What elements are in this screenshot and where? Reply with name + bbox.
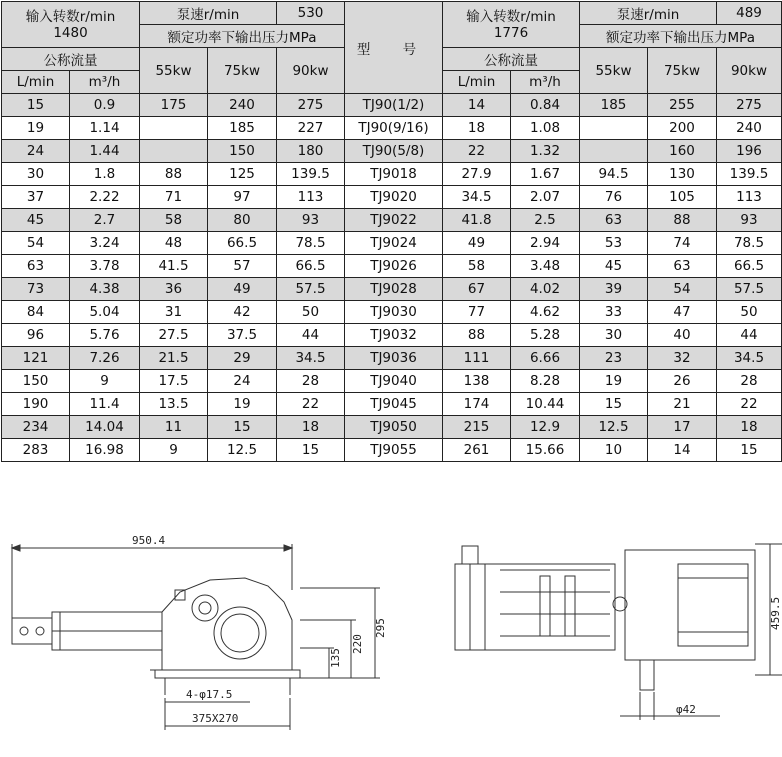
power-col-75-left: 75kw (208, 48, 277, 94)
pressure-55kw-right: 19 (580, 370, 648, 393)
pressure-90kw-left: 22 (277, 393, 345, 416)
flow-lmin-right: 261 (443, 439, 511, 462)
flow-lmin-left: 234 (2, 416, 70, 439)
flow-lmin-right: 41.8 (443, 209, 511, 232)
input-speed-value-left: 1480 (53, 24, 88, 41)
power-col-55-left: 55kw (140, 48, 208, 94)
pressure-75kw-right: 47 (648, 301, 717, 324)
pressure-90kw-right: 57.5 (717, 278, 782, 301)
flow-m3h-right: 8.28 (511, 370, 580, 393)
pressure-90kw-left: 227 (277, 117, 345, 140)
flow-lmin-left: 96 (2, 324, 70, 347)
flow-m3h-left: 1.44 (70, 140, 140, 163)
end-height-label: 459.5 (769, 596, 782, 630)
table-row (2, 94, 782, 117)
flow-m3h-right: 2.94 (511, 232, 580, 255)
flow-lmin-right: 22 (443, 140, 511, 163)
pressure-55kw-right: 30 (580, 324, 648, 347)
pressure-55kw-right: 76 (580, 186, 648, 209)
flow-lmin-right: 18 (443, 117, 511, 140)
pressure-75kw-right: 255 (648, 94, 717, 117)
pressure-90kw-right: 139.5 (717, 163, 782, 186)
flow-lmin-right: 58 (443, 255, 511, 278)
pressure-75kw-left: 42 (208, 301, 277, 324)
flow-lmin-right: 14 (443, 94, 511, 117)
flow-m3h-right: 10.44 (511, 393, 580, 416)
flow-m3h-right: 1.67 (511, 163, 580, 186)
table-row (2, 140, 782, 163)
input-speed-header-right (443, 2, 580, 48)
pressure-55kw-right: 39 (580, 278, 648, 301)
side-view-labels (132, 534, 387, 725)
flow-lmin-left: 45 (2, 209, 70, 232)
power-col-90-left: 90kw (277, 48, 345, 94)
flow-label-left: 公称流量 (2, 48, 140, 71)
pressure-90kw-left: 34.5 (277, 347, 345, 370)
model-header: 型 号 (345, 2, 443, 94)
flow-lmin-right: 138 (443, 370, 511, 393)
pressure-55kw-left: 48 (140, 232, 208, 255)
flow-lmin-right: 49 (443, 232, 511, 255)
flow-lmin-right: 77 (443, 301, 511, 324)
bolt-holes-label: 4-φ17.5 (186, 688, 233, 701)
table-row (2, 117, 782, 140)
pressure-75kw-right: 54 (648, 278, 717, 301)
base-size-label: 375X270 (192, 712, 239, 725)
flow-m3h-right: 1.32 (511, 140, 580, 163)
pump-speed-label-left: 泵速r/min (140, 2, 277, 25)
table-row (2, 186, 782, 209)
model-name: TJ90(5/8) (345, 140, 443, 163)
flow-m3h-left: 16.98 (70, 439, 140, 462)
pressure-90kw-right: 44 (717, 324, 782, 347)
pressure-75kw-right: 88 (648, 209, 717, 232)
flow-lmin-right: 34.5 (443, 186, 511, 209)
flow-m3h-left: 14.04 (70, 416, 140, 439)
pressure-55kw-right: 23 (580, 347, 648, 370)
pressure-90kw-right: 15 (717, 439, 782, 462)
model-name: TJ9028 (345, 278, 443, 301)
flow-lmin-right: 27.9 (443, 163, 511, 186)
pressure-90kw-left: 44 (277, 324, 345, 347)
model-name: TJ9024 (345, 232, 443, 255)
input-speed-header-left (2, 2, 140, 48)
pump-speed-label-right: 泵速r/min (580, 2, 717, 25)
flow-lmin-left: 30 (2, 163, 70, 186)
pressure-75kw-right: 40 (648, 324, 717, 347)
flow-lmin-left: 24 (2, 140, 70, 163)
flow-m3h-right: 2.5 (511, 209, 580, 232)
table-row (2, 370, 782, 393)
pressure-90kw-left: 28 (277, 370, 345, 393)
flow-lmin-left: 54 (2, 232, 70, 255)
pressure-75kw-left: 15 (208, 416, 277, 439)
flow-lmin-left: 84 (2, 301, 70, 324)
pressure-90kw-left: 18 (277, 416, 345, 439)
model-name: TJ90(9/16) (345, 117, 443, 140)
pressure-75kw-right: 160 (648, 140, 717, 163)
pressure-75kw-right: 17 (648, 416, 717, 439)
pressure-90kw-right: 50 (717, 301, 782, 324)
table-row (2, 416, 782, 439)
shaft-diameter-label: φ42 (676, 703, 696, 716)
end-view-drawing (455, 544, 782, 720)
model-name: TJ9040 (345, 370, 443, 393)
model-name: TJ9020 (345, 186, 443, 209)
model-name: TJ9022 (345, 209, 443, 232)
pressure-75kw-left: 240 (208, 94, 277, 117)
flow-lmin-left: 37 (2, 186, 70, 209)
flow-m3h-left: 4.38 (70, 278, 140, 301)
flow-m3h-right: 2.07 (511, 186, 580, 209)
flow-m3h-left: 5.76 (70, 324, 140, 347)
power-col-90-right: 90kw (717, 48, 782, 94)
pressure-75kw-left: 12.5 (208, 439, 277, 462)
pressure-75kw-left: 66.5 (208, 232, 277, 255)
pump-speed-value-left: 530 (277, 2, 345, 25)
pressure-75kw-left: 37.5 (208, 324, 277, 347)
flow-m3h-right: 4.02 (511, 278, 580, 301)
flow-lmin-left: 73 (2, 278, 70, 301)
pressure-75kw-right: 63 (648, 255, 717, 278)
pressure-label-left: 额定功率下输出压力MPa (140, 25, 345, 48)
pressure-55kw-left: 9 (140, 439, 208, 462)
flow-lmin-left: 190 (2, 393, 70, 416)
flow-lmin-right: 174 (443, 393, 511, 416)
pressure-55kw-left: 17.5 (140, 370, 208, 393)
pressure-55kw-left: 13.5 (140, 393, 208, 416)
input-speed-label-right: 输入转数r/min (466, 8, 556, 25)
flow-lmin-left: 150 (2, 370, 70, 393)
pressure-90kw-left: 139.5 (277, 163, 345, 186)
unit-m3h-right: m³/h (511, 71, 580, 94)
table-row (2, 232, 782, 255)
flow-lmin-right: 111 (443, 347, 511, 370)
flow-m3h-left: 1.8 (70, 163, 140, 186)
flow-m3h-left: 7.26 (70, 347, 140, 370)
pressure-75kw-left: 57 (208, 255, 277, 278)
unit-m3h-left: m³/h (70, 71, 140, 94)
pressure-55kw-right: 15 (580, 393, 648, 416)
table-row (2, 163, 782, 186)
pressure-55kw-right: 185 (580, 94, 648, 117)
model-name: TJ9045 (345, 393, 443, 416)
pressure-90kw-right: 78.5 (717, 232, 782, 255)
pressure-90kw-left: 78.5 (277, 232, 345, 255)
flow-m3h-left: 5.04 (70, 301, 140, 324)
flow-label-right: 公称流量 (443, 48, 580, 71)
overall-length-label: 950.4 (132, 534, 166, 547)
flow-m3h-left: 1.14 (70, 117, 140, 140)
pump-spec-table (1, 1, 782, 462)
table-row (2, 301, 782, 324)
model-name: TJ9018 (345, 163, 443, 186)
pressure-90kw-left: 50 (277, 301, 345, 324)
power-col-55-right: 55kw (580, 48, 648, 94)
pressure-90kw-left: 275 (277, 94, 345, 117)
pressure-90kw-right: 240 (717, 117, 782, 140)
pressure-55kw-left: 31 (140, 301, 208, 324)
pressure-90kw-left: 113 (277, 186, 345, 209)
pressure-55kw-right (580, 140, 648, 163)
input-speed-value-right: 1776 (493, 24, 529, 41)
flow-m3h-left: 11.4 (70, 393, 140, 416)
pressure-75kw-left: 19 (208, 393, 277, 416)
pressure-55kw-left: 36 (140, 278, 208, 301)
pressure-75kw-right: 105 (648, 186, 717, 209)
pressure-55kw-left: 88 (140, 163, 208, 186)
model-name: TJ9026 (345, 255, 443, 278)
pressure-90kw-right: 196 (717, 140, 782, 163)
flow-m3h-left: 3.24 (70, 232, 140, 255)
pressure-75kw-left: 97 (208, 186, 277, 209)
pressure-55kw-left: 41.5 (140, 255, 208, 278)
flow-lmin-left: 283 (2, 439, 70, 462)
flow-m3h-right: 12.9 (511, 416, 580, 439)
table-row (2, 324, 782, 347)
pump-dimension-drawings (0, 520, 782, 757)
flow-m3h-right: 3.48 (511, 255, 580, 278)
pressure-55kw-left: 21.5 (140, 347, 208, 370)
power-col-75-right: 75kw (648, 48, 717, 94)
table-row (2, 209, 782, 232)
flow-lmin-left: 19 (2, 117, 70, 140)
pressure-90kw-right: 93 (717, 209, 782, 232)
pressure-90kw-right: 28 (717, 370, 782, 393)
pressure-75kw-right: 74 (648, 232, 717, 255)
pressure-75kw-left: 29 (208, 347, 277, 370)
flow-lmin-right: 67 (443, 278, 511, 301)
pressure-55kw-left: 11 (140, 416, 208, 439)
height-mid-label: 220 (351, 634, 364, 654)
model-name: TJ9050 (345, 416, 443, 439)
pressure-55kw-right (580, 117, 648, 140)
table-row (2, 393, 782, 416)
flow-m3h-right: 15.66 (511, 439, 580, 462)
pressure-90kw-right: 34.5 (717, 347, 782, 370)
flow-m3h-left: 2.22 (70, 186, 140, 209)
pressure-75kw-right: 130 (648, 163, 717, 186)
model-name: TJ9032 (345, 324, 443, 347)
pressure-55kw-right: 10 (580, 439, 648, 462)
pressure-90kw-left: 180 (277, 140, 345, 163)
pressure-55kw-left: 71 (140, 186, 208, 209)
pressure-55kw-left: 175 (140, 94, 208, 117)
pressure-55kw-right: 63 (580, 209, 648, 232)
pressure-75kw-left: 49 (208, 278, 277, 301)
flow-lmin-right: 215 (443, 416, 511, 439)
pressure-75kw-left: 185 (208, 117, 277, 140)
model-name: TJ9030 (345, 301, 443, 324)
flow-lmin-right: 88 (443, 324, 511, 347)
flow-m3h-right: 6.66 (511, 347, 580, 370)
pressure-55kw-right: 33 (580, 301, 648, 324)
pressure-75kw-left: 125 (208, 163, 277, 186)
pressure-75kw-right: 21 (648, 393, 717, 416)
unit-lmin-right: L/min (443, 71, 511, 94)
height-low-label: 135 (329, 648, 342, 668)
pressure-55kw-left (140, 140, 208, 163)
table-row (2, 255, 782, 278)
pressure-75kw-right: 200 (648, 117, 717, 140)
pressure-55kw-left: 27.5 (140, 324, 208, 347)
pressure-55kw-right: 12.5 (580, 416, 648, 439)
flow-m3h-left: 3.78 (70, 255, 140, 278)
pressure-90kw-right: 275 (717, 94, 782, 117)
pump-speed-value-right: 489 (717, 2, 782, 25)
pressure-90kw-left: 66.5 (277, 255, 345, 278)
pressure-55kw-left (140, 117, 208, 140)
flow-m3h-right: 0.84 (511, 94, 580, 117)
pressure-55kw-left: 58 (140, 209, 208, 232)
pressure-90kw-right: 66.5 (717, 255, 782, 278)
flow-lmin-left: 15 (2, 94, 70, 117)
pressure-75kw-right: 32 (648, 347, 717, 370)
pressure-90kw-right: 113 (717, 186, 782, 209)
pressure-90kw-left: 93 (277, 209, 345, 232)
pressure-90kw-left: 57.5 (277, 278, 345, 301)
flow-m3h-right: 4.62 (511, 301, 580, 324)
table-row (2, 439, 782, 462)
pressure-55kw-right: 45 (580, 255, 648, 278)
end-view-labels (676, 597, 782, 716)
model-name: TJ90(1/2) (345, 94, 443, 117)
pressure-75kw-right: 14 (648, 439, 717, 462)
pressure-90kw-left: 15 (277, 439, 345, 462)
model-name: TJ9036 (345, 347, 443, 370)
input-speed-label-left: 输入转数r/min (25, 8, 116, 25)
pressure-label-right: 额定功率下输出压力MPa (580, 25, 782, 48)
pressure-55kw-right: 94.5 (580, 163, 648, 186)
table-row (2, 278, 782, 301)
pressure-90kw-right: 18 (717, 416, 782, 439)
table-row (2, 347, 782, 370)
side-view-drawing (12, 544, 380, 730)
model-name: TJ9055 (345, 439, 443, 462)
flow-m3h-right: 1.08 (511, 117, 580, 140)
pressure-75kw-right: 26 (648, 370, 717, 393)
pressure-90kw-right: 22 (717, 393, 782, 416)
flow-lmin-left: 63 (2, 255, 70, 278)
height-total-label: 295 (374, 618, 387, 638)
flow-lmin-left: 121 (2, 347, 70, 370)
unit-lmin-left: L/min (2, 71, 70, 94)
pressure-55kw-right: 53 (580, 232, 648, 255)
flow-m3h-left: 2.7 (70, 209, 140, 232)
pressure-75kw-left: 80 (208, 209, 277, 232)
flow-m3h-right: 5.28 (511, 324, 580, 347)
pressure-75kw-left: 24 (208, 370, 277, 393)
pressure-75kw-left: 150 (208, 140, 277, 163)
flow-m3h-left: 0.9 (70, 94, 140, 117)
flow-m3h-left: 9 (70, 370, 140, 393)
